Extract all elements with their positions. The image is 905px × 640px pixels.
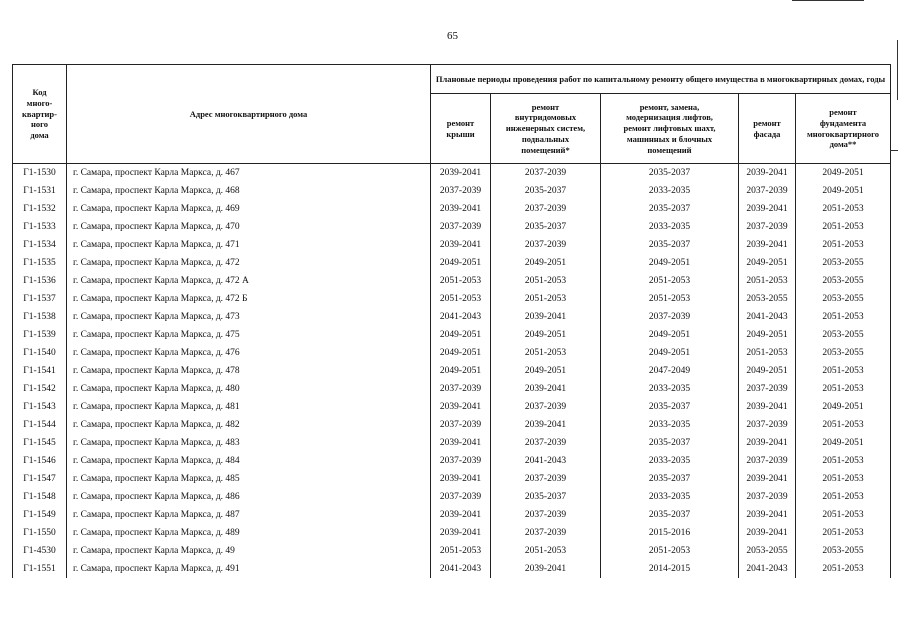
cell-foundation: 2049-2051 [796,398,891,416]
table-row [13,308,891,326]
cell-facade: 2039-2041 [739,200,796,218]
cell-facade: 2039-2041 [739,236,796,254]
cell-lifts: 2015-2016 [601,524,739,542]
cell-code: Г1-1545 [13,434,67,452]
cell-code: Г1-1546 [13,452,67,470]
cell-foundation: 2051-2053 [796,218,891,236]
cell-facade: 2037-2039 [739,380,796,398]
cell-address: г. Самара, проспект Карла Маркса, д. 482 [67,416,431,434]
cell-lifts: 2051-2053 [601,542,739,560]
cell-address: г. Самара, проспект Карла Маркса, д. 472 Б [67,290,431,308]
cell-foundation: 2051-2053 [796,380,891,398]
header-code: Код много- квартир- ного дома [13,65,67,164]
cell-roof: 2037-2039 [431,182,491,200]
cell-foundation: 2051-2053 [796,524,891,542]
cell-roof: 2037-2039 [431,452,491,470]
cell-code: Г1-1549 [13,506,67,524]
cell-roof: 2039-2041 [431,398,491,416]
cell-roof: 2039-2041 [431,164,491,183]
table-row [13,236,891,254]
cell-lifts: 2035-2037 [601,398,739,416]
cell-foundation: 2049-2051 [796,434,891,452]
cell-foundation: 2051-2053 [796,308,891,326]
cell-roof: 2041-2043 [431,560,491,578]
cell-address: г. Самара, проспект Карла Маркса, д. 473 [67,308,431,326]
cell-foundation: 2053-2055 [796,542,891,560]
cell-foundation: 2049-2051 [796,164,891,183]
cell-foundation: 2051-2053 [796,488,891,506]
cell-systems: 2051-2053 [491,290,601,308]
cell-lifts: 2035-2037 [601,200,739,218]
table-row [13,524,891,542]
cell-foundation: 2051-2053 [796,470,891,488]
cell-address: г. Самара, проспект Карла Маркса, д. 469 [67,200,431,218]
cell-roof: 2039-2041 [431,236,491,254]
cell-lifts: 2014-2015 [601,560,739,578]
cell-lifts: 2037-2039 [601,308,739,326]
cell-lifts: 2033-2035 [601,380,739,398]
cell-code: Г1-1534 [13,236,67,254]
cell-systems: 2039-2041 [491,416,601,434]
table-row [13,416,891,434]
cell-lifts: 2049-2051 [601,326,739,344]
cell-roof: 2049-2051 [431,254,491,272]
cell-lifts: 2035-2037 [601,470,739,488]
cell-systems: 2037-2039 [491,236,601,254]
table-row [13,272,891,290]
header-facade: ремонт фасада [739,94,796,164]
cell-roof: 2049-2051 [431,362,491,380]
cell-roof: 2037-2039 [431,380,491,398]
cell-roof: 2051-2053 [431,290,491,308]
cell-systems: 2037-2039 [491,200,601,218]
cell-foundation: 2051-2053 [796,362,891,380]
cell-lifts: 2035-2037 [601,236,739,254]
cell-foundation: 2051-2053 [796,236,891,254]
cell-systems: 2037-2039 [491,164,601,183]
cell-facade: 2049-2051 [739,326,796,344]
page-edge-mark [792,0,864,1]
cell-foundation: 2051-2053 [796,416,891,434]
cell-systems: 2039-2041 [491,308,601,326]
table-row [13,200,891,218]
cell-facade: 2053-2055 [739,542,796,560]
repair-schedule-table [12,64,891,578]
cell-roof: 2041-2043 [431,308,491,326]
cell-systems: 2037-2039 [491,506,601,524]
cell-roof: 2039-2041 [431,434,491,452]
cell-code: Г1-1537 [13,290,67,308]
table-row [13,506,891,524]
cell-lifts: 2051-2053 [601,290,739,308]
cell-systems: 2037-2039 [491,470,601,488]
header-roof: ремонт крыши [431,94,491,164]
cell-code: Г1-1538 [13,308,67,326]
cell-lifts: 2033-2035 [601,218,739,236]
table-row [13,290,891,308]
cell-foundation: 2053-2055 [796,326,891,344]
cell-roof: 2049-2051 [431,344,491,362]
cell-lifts: 2033-2035 [601,182,739,200]
cell-code: Г1-1543 [13,398,67,416]
cell-systems: 2051-2053 [491,272,601,290]
cell-facade: 2037-2039 [739,416,796,434]
cell-lifts: 2049-2051 [601,344,739,362]
cell-facade: 2051-2053 [739,272,796,290]
cell-code: Г1-1544 [13,416,67,434]
table-row [13,326,891,344]
cell-foundation: 2051-2053 [796,452,891,470]
cell-facade: 2041-2043 [739,560,796,578]
cell-code: Г1-1531 [13,182,67,200]
table-row [13,164,891,183]
table-row [13,470,891,488]
cell-facade: 2037-2039 [739,182,796,200]
table-row [13,434,891,452]
table-row [13,488,891,506]
cell-address: г. Самара, проспект Карла Маркса, д. 484 [67,452,431,470]
cell-systems: 2037-2039 [491,524,601,542]
cell-lifts: 2033-2035 [601,488,739,506]
cell-systems: 2051-2053 [491,344,601,362]
cell-facade: 2039-2041 [739,398,796,416]
cell-lifts: 2035-2037 [601,506,739,524]
cell-address: г. Самара, проспект Карла Маркса, д. 487 [67,506,431,524]
cell-address: г. Самара, проспект Карла Маркса, д. 483 [67,434,431,452]
cell-lifts: 2049-2051 [601,254,739,272]
cell-code: Г1-1533 [13,218,67,236]
cell-roof: 2039-2041 [431,200,491,218]
table-row [13,182,891,200]
header-address: Адрес многоквартирного дома [67,65,431,164]
cell-code: Г1-1551 [13,560,67,578]
cell-facade: 2037-2039 [739,218,796,236]
table-row [13,380,891,398]
cell-facade: 2037-2039 [739,488,796,506]
cell-roof: 2051-2053 [431,272,491,290]
cell-roof: 2039-2041 [431,506,491,524]
cell-address: г. Самара, проспект Карла Маркса, д. 475 [67,326,431,344]
cell-address: г. Самара, проспект Карла Маркса, д. 470 [67,218,431,236]
cell-foundation: 2053-2055 [796,290,891,308]
cell-roof: 2037-2039 [431,218,491,236]
cell-facade: 2049-2051 [739,362,796,380]
cell-code: Г1-4530 [13,542,67,560]
header-systems: ремонт внутридомовых инженерных систем, подвальных помещений* [491,94,601,164]
cell-systems: 2035-2037 [491,218,601,236]
cell-address: г. Самара, проспект Карла Маркса, д. 471 [67,236,431,254]
table-row [13,218,891,236]
table-body [13,164,891,579]
cell-systems: 2037-2039 [491,434,601,452]
cell-address: г. Самара, проспект Карла Маркса, д. 485 [67,470,431,488]
cell-address: г. Самара, проспект Карла Маркса, д. 467 [67,164,431,183]
cell-systems: 2051-2053 [491,542,601,560]
cell-facade: 2039-2041 [739,434,796,452]
cell-address: г. Самара, проспект Карла Маркса, д. 480 [67,380,431,398]
cell-code: Г1-1535 [13,254,67,272]
table-row [13,254,891,272]
cell-facade: 2039-2041 [739,470,796,488]
cell-code: Г1-1532 [13,200,67,218]
cell-facade: 2041-2043 [739,308,796,326]
cell-roof: 2039-2041 [431,470,491,488]
header-foundation: ремонт фундамента многоквартирного дома** [796,94,891,164]
page-edge-mark [897,40,898,100]
cell-systems: 2049-2051 [491,326,601,344]
cell-systems: 2041-2043 [491,452,601,470]
cell-roof: 2049-2051 [431,326,491,344]
cell-facade: 2039-2041 [739,524,796,542]
cell-address: г. Самара, проспект Карла Маркса, д. 491 [67,560,431,578]
cell-foundation: 2051-2053 [796,560,891,578]
cell-code: Г1-1540 [13,344,67,362]
cell-code: Г1-1550 [13,524,67,542]
cell-foundation: 2049-2051 [796,182,891,200]
cell-lifts: 2033-2035 [601,452,739,470]
table-row [13,452,891,470]
cell-address: г. Самара, проспект Карла Маркса, д. 472 [67,254,431,272]
cell-facade: 2037-2039 [739,452,796,470]
header-periods-group: Плановые периоды проведения работ по капитальному ремонту общего имущества в многоквартирных домах, годы [431,65,891,94]
table-row [13,398,891,416]
table-header [13,65,891,164]
page-edge-mark [890,150,898,151]
cell-code: Г1-1536 [13,272,67,290]
cell-address: г. Самара, проспект Карла Маркса, д. 489 [67,524,431,542]
cell-systems: 2049-2051 [491,254,601,272]
cell-roof: 2037-2039 [431,488,491,506]
cell-systems: 2035-2037 [491,488,601,506]
cell-facade: 2051-2053 [739,344,796,362]
cell-facade: 2039-2041 [739,164,796,183]
cell-foundation: 2053-2055 [796,344,891,362]
cell-foundation: 2053-2055 [796,254,891,272]
cell-foundation: 2051-2053 [796,506,891,524]
cell-code: Г1-1541 [13,362,67,380]
table-row [13,344,891,362]
cell-facade: 2049-2051 [739,254,796,272]
cell-systems: 2037-2039 [491,398,601,416]
cell-code: Г1-1547 [13,470,67,488]
cell-facade: 2053-2055 [739,290,796,308]
cell-address: г. Самара, проспект Карла Маркса, д. 472 А [67,272,431,290]
cell-systems: 2049-2051 [491,362,601,380]
cell-systems: 2039-2041 [491,560,601,578]
cell-address: г. Самара, проспект Карла Маркса, д. 468 [67,182,431,200]
cell-code: Г1-1539 [13,326,67,344]
cell-roof: 2039-2041 [431,524,491,542]
table-row [13,542,891,560]
cell-address: г. Самара, проспект Карла Маркса, д. 49 [67,542,431,560]
cell-lifts: 2047-2049 [601,362,739,380]
cell-facade: 2039-2041 [739,506,796,524]
cell-systems: 2039-2041 [491,380,601,398]
cell-lifts: 2051-2053 [601,272,739,290]
cell-address: г. Самара, проспект Карла Маркса, д. 486 [67,488,431,506]
cell-roof: 2051-2053 [431,542,491,560]
cell-lifts: 2035-2037 [601,164,739,183]
cell-lifts: 2033-2035 [601,416,739,434]
table-row [13,362,891,380]
cell-address: г. Самара, проспект Карла Маркса, д. 476 [67,344,431,362]
cell-address: г. Самара, проспект Карла Маркса, д. 478 [67,362,431,380]
cell-address: г. Самара, проспект Карла Маркса, д. 481 [67,398,431,416]
page-number: 65 [447,30,458,42]
cell-foundation: 2053-2055 [796,272,891,290]
cell-roof: 2037-2039 [431,416,491,434]
cell-foundation: 2051-2053 [796,200,891,218]
cell-lifts: 2035-2037 [601,434,739,452]
table-row [13,560,891,578]
header-lifts: ремонт, замена, модернизация лифтов, ремонт лифтовых шахт, машинных и блочных помещений [601,94,739,164]
cell-systems: 2035-2037 [491,182,601,200]
cell-code: Г1-1548 [13,488,67,506]
cell-code: Г1-1530 [13,164,67,183]
cell-code: Г1-1542 [13,380,67,398]
